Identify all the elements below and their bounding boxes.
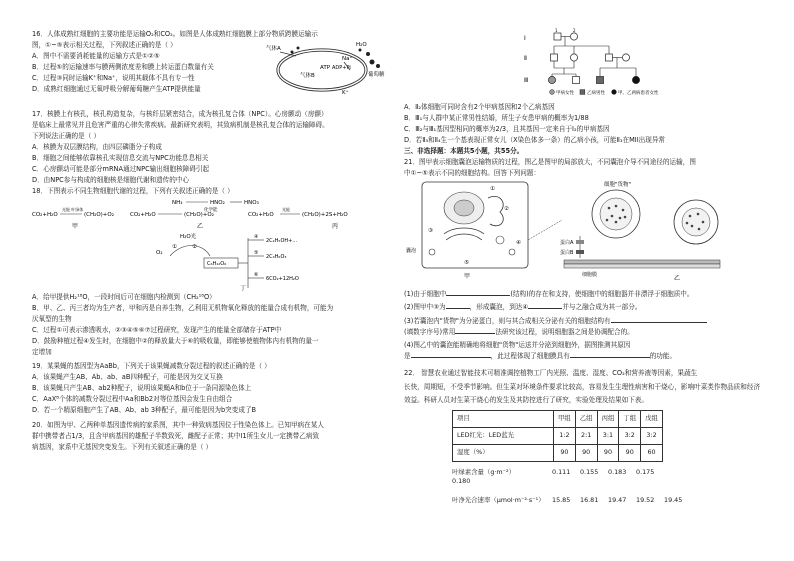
q22-stem-line2: 长快，周期短，不受季节影响。但生菜对环境条件要求比较高，容易发生生理性病害和干烧心，影响叶菜类作物品质和经济 (404, 382, 761, 391)
q18-stem: 18．下图表示不同生物细胞代谢的过程，下列有关叙述正确的是（ ） (32, 187, 234, 195)
cell-struct-5: ⑤ (464, 260, 469, 267)
table-header: 戊组 (641, 410, 663, 427)
num-2: ② (192, 244, 197, 250)
gen-1-label: Ⅰ (524, 35, 526, 42)
q17-option-c: C．心房颤动可能是部分mRNA通过NPC输出细胞核障碍引起 (32, 165, 210, 173)
table-cell: 90 (619, 444, 641, 461)
q21-sub2-c: 并与之融合成为其一部分。 (562, 303, 642, 312)
table-cell: 90 (575, 444, 597, 461)
q21-stem-line2: 中①~⑤表示不同的细胞结构。回答下列问题： (404, 169, 541, 178)
chlorophyll-value: 0.155 (580, 467, 599, 476)
vesicle-label: 囊泡 (406, 248, 417, 255)
experiment-table (452, 410, 663, 462)
membrane-label: 细胞膜 (582, 272, 598, 279)
question-20-stem (32, 421, 394, 452)
q20-stem-line2: 群中携带者占1/3，且含甲病基因的雄配子半数致死，雌配子正常；其中Ⅰ1所生女儿一定携带乙病致 (32, 432, 320, 441)
answer-blank-5[interactable] (455, 333, 495, 334)
protein-a-label: 蛋白A (560, 240, 574, 247)
gen3-ind1 (548, 76, 555, 83)
right-product: (CH₂O)+2S+H₂O (302, 212, 348, 218)
q21-sub3-c: 法研究该过程，说明细胞器之间是协调配合的。 (495, 327, 634, 336)
eq-right: CO₂+H₂O (248, 212, 274, 218)
left-column (32, 30, 394, 454)
water-light: H₂O光 (180, 234, 197, 240)
gas-b-label: 气体B (300, 73, 315, 79)
q19-option-c: C．AaXᴮ个体的减数分裂过程中Aa和Bb2对等位基因会发生自由组合 (32, 394, 233, 403)
cell-struct-4: ④ (516, 240, 521, 247)
q21-sub4-c: ，此过程体现了细胞膜具有 (490, 352, 570, 361)
table-cell: 湿度（%） (453, 444, 554, 461)
cell-struct-3: ③ (428, 228, 433, 235)
q21-sub3-a: (3)若囊泡内"货物"为分泌蛋白，则与其合成相关分泌有关的细胞结构有 (404, 316, 611, 325)
q18-option-d-cont: 定增加 (32, 348, 52, 357)
q20-option-a: A．Ⅱ₂体细胞可同时含有2个甲病基因和2个乙病基因 (404, 103, 555, 112)
glucose-box: C₆H₁₂O₆ (207, 261, 227, 267)
answer-blank-6[interactable] (411, 357, 491, 358)
photosynthesis-value: 15.85 (552, 496, 571, 505)
legend-3: 甲、乙两病患者女性 (618, 91, 659, 96)
q20-option-d: D．若Ⅱ₃和Ⅱ₄生一个基表现正常女儿（X染色体多一条）的乙病小孩，可能Ⅱ₃在MII出现异常 (404, 136, 666, 145)
q21-sub3-b: (填数字序号)常用 (404, 327, 456, 336)
label-bing: 丙 (332, 223, 339, 230)
gen1-male-1 (554, 33, 561, 40)
q21-sub1 (404, 290, 776, 299)
gen1-female-2 (570, 33, 577, 40)
q19-option-b: B．该果蝇只产生AB、ab2种配子，说明该果蝇A和b位于一条同源染色体上 (32, 383, 252, 392)
photosynthesis-value: 19.52 (636, 496, 655, 505)
question-18 (32, 187, 394, 358)
num-1: ① (172, 244, 177, 250)
q20-options (404, 103, 776, 145)
q17-option-b: B．细胞之间能够依靠核孔实现信息交流与NPC功能息息相关 (32, 154, 209, 162)
question-16 (32, 30, 394, 108)
membrane-transport-diagram (266, 40, 392, 106)
table-row (453, 427, 663, 444)
cargo-label: 细胞"货物" (604, 182, 632, 189)
answer-blank-1[interactable] (446, 295, 510, 296)
mid1: (CH₂O)+O₂ (84, 212, 114, 218)
photosynthesis-value: 19.47 (608, 496, 627, 505)
label-yi: 乙 (197, 223, 204, 230)
co2-water: 6CO₂+12H₂O (266, 276, 299, 282)
section-3-heading: 三、非选择题：本题共5小题，共55分。 (404, 147, 524, 156)
glucose-label: 葡萄糖 (368, 72, 385, 78)
table-header: 丙组 (597, 410, 619, 427)
answer-blank-3[interactable] (528, 308, 562, 309)
q21-sub4-line2 (404, 352, 776, 361)
o2-label: O₂ (156, 250, 163, 256)
gas-a-label: 气体A (266, 46, 281, 52)
q18-option-c: C．过程①可表示渗透吸水，②③④⑤⑥⑦过程研究，发现产生的能量全部储存于ATP中 (32, 326, 282, 335)
q18-option-b: B．甲、乙、丙三者均为生产者，甲和丙是自养生物，乙利用无机物氧化释放的能量合成有机物，可能为 (32, 304, 334, 313)
q16-stem-line1: 16．人体成熟红细胞的主要功能是运输O₂和CO₂。如图是人体成熟红细胞膜上部分物质跨膜运输示 (32, 30, 318, 38)
water-label: H₂O (356, 42, 367, 48)
table-header: 乙组 (575, 410, 597, 427)
arrow3-label: 光能 (282, 207, 290, 212)
question-19 (32, 362, 394, 415)
chlorophyll-label: 叶绿素含量（g·m⁻²） (452, 467, 515, 476)
q20-option-c: C．Ⅲ₂与Ⅲ₁基因型相同的概率为2/3，且其基因一定来自于Ⅰ₂的甲病基因 (404, 125, 610, 134)
answer-blank-4[interactable] (611, 322, 707, 323)
photosynthesis-label: 叶净光合速率（μmol·m⁻²·s⁻¹） (452, 496, 545, 505)
pedigree-chart (404, 30, 776, 96)
gen3-ind2 (573, 77, 580, 84)
q21-sub2-b: ，形成囊泡，到达④ (469, 303, 529, 312)
table-cell: 2:1 (575, 427, 597, 444)
gen2-ind3 (606, 54, 613, 61)
q16-option-b: B．过程⑤的运输速率与膜两侧浓度差和膜上转运蛋白数量有关 (32, 63, 214, 71)
q18-option-d: D．鼓励种植过程④发生时，在细胞中②的释放量大于⑥的吸收量，即能够使植物体内有机物的量一 (32, 337, 319, 346)
cell-struct-2: ② (504, 206, 509, 213)
adp-label: ADP+Pi (332, 65, 351, 71)
gen3-ind3 (597, 77, 604, 84)
vesicle-transport-figure (404, 180, 776, 284)
ethanol: 2C₂H₅OH+... (266, 238, 298, 244)
table-cell: 90 (554, 444, 576, 461)
na-label: Na⁺ (342, 56, 353, 62)
gen2-ind2 (570, 54, 577, 61)
gen2-ind4 (622, 54, 629, 61)
lactic: 2C₃H₆O₃ (266, 254, 287, 260)
label-jia: 甲 (72, 223, 79, 230)
right-column (404, 30, 776, 506)
answer-blank-7[interactable] (570, 357, 650, 358)
chlorophyll-extra: 0.180 (452, 477, 471, 486)
chlorophyll-row (452, 468, 776, 477)
hno3: HNO₃ (244, 200, 259, 206)
num-4: ④ (254, 234, 259, 240)
q21-sub3 (404, 317, 776, 326)
answer-blank-2[interactable] (446, 308, 470, 309)
chlorophyll-value: 0.183 (608, 467, 627, 476)
q16-option-d: D．成熟红细胞通过无氧呼吸分解葡萄糖产生ATP提供能量 (32, 85, 201, 93)
q16-stem-line2: 图，①~⑤表示相关过程，下列叙述正确的是（ ） (32, 41, 177, 49)
chlorophyll-value: 0.175 (636, 467, 655, 476)
question-17 (32, 110, 394, 185)
table-cell: 60 (641, 444, 663, 461)
table-cell: 3:2 (641, 427, 663, 444)
q20-stem-line3: 病基因，家系中无基因突变发生。下列有关叙述正确的是（ ） (32, 443, 213, 452)
gen1-ind2: 2 (573, 28, 576, 33)
gen3-ind4 (632, 76, 639, 83)
question-22 (404, 369, 776, 505)
hno2: HNO₂ (210, 200, 225, 206)
q16-option-c: C．过程③同时运输K⁺和Na⁺，说明其载体不具有专一性 (32, 74, 195, 82)
gen1-ind1: 1 (555, 28, 558, 33)
legend-1: 甲病女性 (556, 91, 574, 96)
fig-jia-label: 甲 (464, 273, 471, 281)
legend-2: 乙病男性 (587, 91, 605, 96)
table-cell: 3:2 (619, 427, 641, 444)
table-header: 项目 (453, 410, 554, 427)
table-header: 丁组 (619, 410, 641, 427)
eq-left: CO₂+H₂O (32, 212, 58, 218)
q18-option-a: A．给甲提供H₂¹⁸O，一段时间后可在细胞内检测到（CH₂¹⁸O） (32, 293, 216, 302)
q17-stem-line1: 17．核膜上有核孔，核孔构造复杂，与核纤层紧密结合，成为核孔复合体（NPC）。心房颤动（房颤） (32, 110, 328, 118)
gen-3-label: Ⅲ (524, 77, 529, 84)
question-21 (404, 158, 776, 361)
q20-stem-line1: 20．如图为甲、乙两种单基因遗传病的家系图，其中一种致病基因位于性染色体上。已知甲病在某人 (32, 421, 324, 430)
q21-sub2-a: (2)图甲中③为 (404, 303, 446, 312)
arrow1-label: 光能 叶绿体 (62, 207, 84, 212)
k-label: K⁺ (342, 90, 349, 96)
q21-sub1-a: (1)由于细胞中 (404, 289, 447, 298)
q21-sub1-b: (结构)的存在和支持，使细胞中的细胞器并非漂浮于细胞质中。 (510, 289, 694, 298)
chem-energy: 化学能 (204, 208, 218, 213)
q19-stem: 19．某果蝇的基因型为AaBb，下列关于该果蝇减数分裂过程的叙述正确的是（ ） (32, 361, 271, 370)
q21-sub3-line2 (404, 328, 776, 337)
chlorophyll-value: 0.111 (552, 467, 571, 476)
q21-stem-line1: 21．图甲表示细胞囊泡运输物质的过程，图乙是图甲的局部放大，不同囊泡介导不同途径的运输，图 (404, 158, 696, 167)
gen2-ind1 (551, 54, 558, 61)
table-cell: LED红光：LED蓝光 (453, 427, 554, 444)
atp-label: ATP (320, 65, 331, 71)
q21-sub4-b: 是 (404, 352, 411, 361)
q21-sub4: (4)图乙中的囊泡能精确地将细胞"货物"运送并分泌到细胞外，据图推测其原因 (404, 341, 631, 350)
q21-sub4-d: 的功能。 (649, 352, 677, 361)
metabolism-diagram (32, 198, 394, 290)
photosynthesis-value: 16.81 (580, 496, 599, 505)
q16-option-a: A．图中不需要消耗能量的运输方式是①②⑤ (32, 52, 160, 60)
table-cell: 90 (597, 444, 619, 461)
gen-2-label: Ⅱ (524, 55, 527, 62)
q18-option-b-cont: 厌氧型的生物 (32, 315, 72, 324)
table-cell: 1:2 (554, 427, 576, 444)
fig-yi-label: 乙 (674, 275, 681, 283)
table-row (453, 444, 663, 461)
cell-struct-1: ① (490, 186, 495, 193)
q17-stem-line2: 是临床上最常见并且危害严重的心律失常疾病。最新研究表明，其致病机制是核孔复合体的运输障碍。 (32, 121, 329, 129)
table-cell: 3:1 (597, 427, 619, 444)
q19-option-a: A．该果蝇产生AB、Ab、ab、aB四种配子，可能是因为交叉互换 (32, 372, 223, 381)
nh3: NH₃ (172, 200, 183, 206)
q21-sub2 (404, 303, 776, 312)
q20-option-b: B．Ⅲ₁与人群中某正常男性结婚，所生子女患甲病的概率为1/88 (404, 114, 589, 123)
mid3: (CH₂O)+O₂ (184, 212, 214, 218)
q22-stem-line3: 效益。科研人员对生菜干烧心的发生及其防控进行了研究，实验处理及结果如下表。 (404, 396, 648, 405)
q22-stem-line1: 22． 智慧农业通过智能技术可精准调控植物工厂内光照、温度、湿度、CO₂和营养液等因素，果蔬生 (404, 369, 698, 378)
label-ding: 丁 (240, 285, 247, 292)
photosynthesis-value: 19.45 (664, 496, 683, 505)
protein-b-label: 蛋白B (560, 250, 574, 257)
table-header: 甲组 (554, 410, 576, 427)
q19-option-d: D．若一个精原细胞产生了AB、Ab、ab 3种配子，最可能是因为b突变成了B (32, 405, 257, 414)
photosynthesis-row (452, 496, 776, 505)
q17-stem-line3: 下列说法正确的是（ ） (32, 132, 101, 140)
mid2: CO₂+H₂O (130, 212, 156, 218)
q17-option-a: A．核膜为双层膜结构，由四层磷脂分子构成 (32, 143, 162, 151)
q17-option-d: D．由NPC参与构成的细胞核是细胞代谢和遗传的中心 (32, 176, 190, 184)
num-6: ⑥ (254, 272, 259, 278)
table-header-row (453, 410, 663, 427)
num-5: ⑤ (254, 250, 259, 256)
